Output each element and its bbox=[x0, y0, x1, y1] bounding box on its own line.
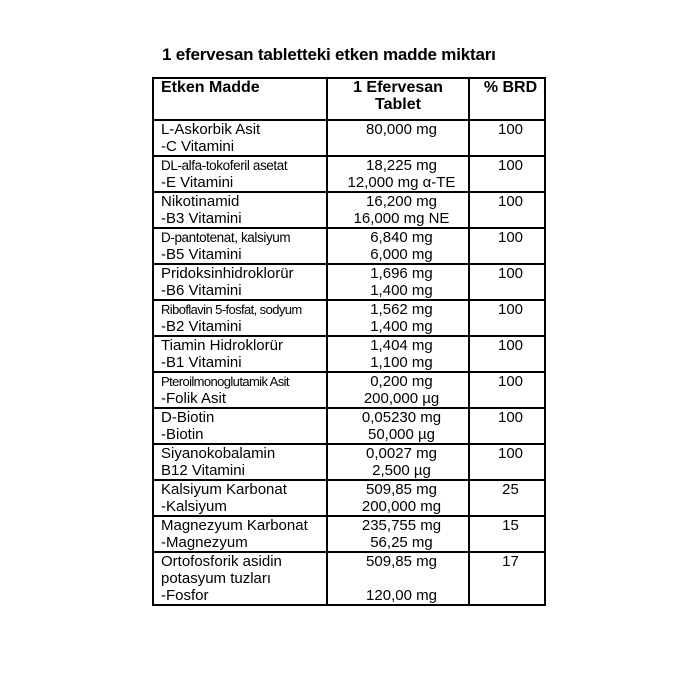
amount-cell bbox=[327, 156, 469, 192]
substance-vitamin: -Biotin bbox=[161, 426, 204, 443]
substance-name: Pridoksinhidroklorür bbox=[161, 265, 294, 282]
table-row bbox=[153, 120, 545, 156]
rdi-cell: 17 bbox=[469, 552, 545, 605]
header-rdi: % BRD bbox=[469, 78, 545, 120]
rdi-cell: 100 bbox=[469, 408, 545, 444]
substance-cell bbox=[153, 156, 327, 192]
substance-name: Pteroilmonoglutamik Asit bbox=[161, 374, 289, 389]
substance-cell bbox=[153, 300, 327, 336]
amount-equivalent: 120,00 mg bbox=[366, 587, 437, 604]
substance-vitamin: -B5 Vitamini bbox=[161, 246, 242, 263]
substance-vitamin: -Folik Asit bbox=[161, 390, 227, 407]
rdi-cell: 15 bbox=[469, 516, 545, 552]
substance-element: -Fosfor bbox=[161, 587, 209, 604]
amount-equivalent: 12,000 mg α-TE bbox=[347, 174, 456, 191]
amount-equivalent: 200,000 mg bbox=[361, 498, 442, 515]
table-row bbox=[153, 408, 545, 444]
rdi-cell: 25 bbox=[469, 480, 545, 516]
substance-name: Riboflavin 5-fosfat, sodyum bbox=[161, 302, 302, 317]
amount-value: 0,0027 mg bbox=[366, 445, 437, 462]
amount-value: 0,05230 mg bbox=[361, 409, 442, 426]
substance-name: DL-alfa-tokoferil asetat bbox=[161, 158, 288, 173]
substance-name: Nikotinamid bbox=[161, 193, 240, 210]
amount-cell bbox=[327, 264, 469, 300]
amount-equivalent: 1,400 mg bbox=[370, 318, 433, 335]
amount-value: 16,200 mg bbox=[366, 193, 437, 210]
amount-cell bbox=[327, 480, 469, 516]
substance-cell bbox=[153, 120, 327, 156]
substance-vitamin: -C Vitamini bbox=[161, 138, 235, 155]
substance-cell bbox=[153, 264, 327, 300]
amount-cell bbox=[327, 372, 469, 408]
amount-cell bbox=[327, 120, 469, 156]
amount-cell bbox=[327, 192, 469, 228]
substance-name-cont: potasyum tuzları bbox=[161, 570, 272, 587]
substance-cell bbox=[153, 192, 327, 228]
amount-equivalent: 2,500 µg bbox=[372, 462, 431, 479]
substance-element: -Kalsiyum bbox=[161, 498, 227, 515]
substance-name: L-Askorbik Asit bbox=[161, 121, 261, 138]
rdi-cell: 100 bbox=[469, 444, 545, 480]
substance-vitamin: B12 Vitamini bbox=[161, 462, 245, 479]
amount-equivalent: 50,000 µg bbox=[367, 426, 436, 443]
amount-value: 80,000 mg bbox=[366, 121, 437, 138]
amount-value: 509,85 mg bbox=[366, 553, 437, 570]
amount-cell bbox=[327, 408, 469, 444]
table-row bbox=[153, 300, 545, 336]
table-row bbox=[153, 192, 545, 228]
amount-value: 0,200 mg bbox=[370, 373, 433, 390]
table-row bbox=[153, 264, 545, 300]
amount-cell bbox=[327, 300, 469, 336]
table-row bbox=[153, 516, 545, 552]
rdi-cell: 100 bbox=[469, 228, 545, 264]
substance-vitamin: -B2 Vitamini bbox=[161, 318, 242, 335]
table-row bbox=[153, 444, 545, 480]
rdi-cell: 100 bbox=[469, 192, 545, 228]
amount-value: 18,225 mg bbox=[366, 157, 437, 174]
amount-value: 509,85 mg bbox=[366, 481, 437, 498]
rdi-cell: 100 bbox=[469, 264, 545, 300]
amount-cell bbox=[327, 336, 469, 372]
substance-vitamin: -E Vitamini bbox=[161, 174, 234, 191]
substance-name: Tiamin Hidroklorür bbox=[161, 337, 283, 354]
amount-value: 1,562 mg bbox=[370, 301, 433, 318]
table-row bbox=[153, 336, 545, 372]
substance-name: Magnezyum Karbonat bbox=[161, 517, 308, 534]
substance-cell bbox=[153, 444, 327, 480]
amount-cell bbox=[327, 516, 469, 552]
substance-cell bbox=[153, 480, 327, 516]
amount-value: 1,404 mg bbox=[370, 337, 433, 354]
amount-value: 6,840 mg bbox=[370, 229, 433, 246]
rdi-cell: 100 bbox=[469, 156, 545, 192]
substance-vitamin: -B1 Vitamini bbox=[161, 354, 242, 371]
table-row bbox=[153, 156, 545, 192]
amount-value: 235,755 mg bbox=[361, 517, 442, 534]
substance-name: Siyanokobalamin bbox=[161, 445, 276, 462]
substance-cell bbox=[153, 372, 327, 408]
amount-equivalent: 1,100 mg bbox=[370, 354, 433, 371]
table-row bbox=[153, 552, 545, 605]
header-substance: Etken Madde bbox=[153, 78, 327, 120]
substance-cell bbox=[153, 516, 327, 552]
rdi-cell: 100 bbox=[469, 120, 545, 156]
rdi-cell: 100 bbox=[469, 336, 545, 372]
amount-equivalent: 56,25 mg bbox=[370, 534, 433, 551]
amount-equivalent: 200,000 µg bbox=[363, 390, 440, 407]
amount-cell bbox=[327, 552, 469, 605]
ingredients-table bbox=[152, 77, 546, 606]
substance-name: Kalsiyum Karbonat bbox=[161, 481, 287, 498]
substance-element: -Magnezyum bbox=[161, 534, 248, 551]
rdi-cell: 100 bbox=[469, 300, 545, 336]
substance-cell bbox=[153, 228, 327, 264]
substance-vitamin: -B6 Vitamini bbox=[161, 282, 242, 299]
amount-equivalent: 16,000 mg NE bbox=[353, 210, 450, 227]
table-row bbox=[153, 228, 545, 264]
substance-name: Ortofosforik asidin bbox=[161, 553, 282, 570]
table-row bbox=[153, 480, 545, 516]
table-row bbox=[153, 372, 545, 408]
amount-cell bbox=[327, 444, 469, 480]
amount-equivalent: 6,000 mg bbox=[370, 246, 433, 263]
amount-equivalent: 1,400 mg bbox=[370, 282, 433, 299]
substance-name: D-Biotin bbox=[161, 409, 215, 426]
table-title: 1 efervesan tabletteki etken madde miktarı bbox=[162, 45, 496, 64]
rdi-cell: 100 bbox=[469, 372, 545, 408]
substance-cell bbox=[153, 336, 327, 372]
amount-value: 1,696 mg bbox=[370, 265, 433, 282]
substance-name: D-pantotenat, kalsiyum bbox=[161, 230, 291, 245]
substance-cell bbox=[153, 552, 327, 605]
substance-cell bbox=[153, 408, 327, 444]
substance-vitamin: -B3 Vitamini bbox=[161, 210, 242, 227]
header-amount: 1 Efervesan Tablet bbox=[327, 78, 469, 120]
amount-cell bbox=[327, 228, 469, 264]
table-header-row bbox=[153, 78, 545, 120]
